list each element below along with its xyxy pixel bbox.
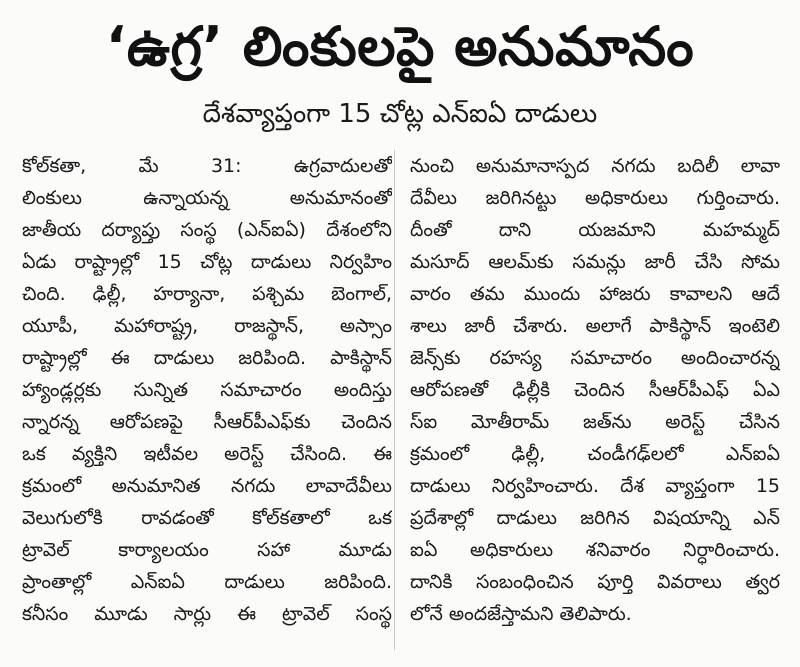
text-line: దానికి సంబంధించిన పూర్తి వివరాలు త్వర [410,571,780,593]
text-line: దేవీలు జరిగినట్టు అధికారులు గుర్తించారు. [410,187,780,209]
text-line: ప్రదేశాల్లో దాడులు జరిగిన విషయాన్ని ఎన్ [410,507,780,529]
text-line: చింది. ఢిల్లీ, హర్యానా, పశ్చిమ బెంగాల్, [22,283,392,305]
text-line: రాష్ట్రాల్లో ఈ దాడులు జరిపింది. పాకిస్థాన్ [22,347,392,369]
text-line: వారం తమ ముందు హాజరు కావాలని ఆదే [410,283,780,305]
text-line: ట్రావెల్ కార్యాలయం సహా మూడు [22,539,392,561]
text-line: ఆరోపణతో ఢిల్లీకి చెందిన సీఆర్‌పీఎఫ్ ఏఎ [410,379,780,401]
text-line: క్రమంలో ఢిల్లీ, చండీగఢ్‌లలో ఎన్ఐఏ [410,443,780,465]
text-line: కోల్‌కతా, మే 31: ఉగ్రవాదులతో [22,155,392,177]
text-line: ఒక వ్యక్తిని ఇటీవల అరెస్ట్ చేసింది. ఈ [22,443,392,465]
text-line: కనీసం మూడు సార్లు ఈ ట్రావెల్ సంస్థ [22,603,392,625]
article-column-right [410,150,780,658]
text-line: స్ఐ మోతీరామ్ జత్‌ను అరెస్ట్ చేసిన [410,411,780,433]
text-line: నుంచి అనుమానాస్పద నగదు బదిలీ లావా [410,155,780,177]
text-line: జెన్స్‌కు రహస్య సమాచారం అందించారన్న [410,347,780,369]
text-line: క్రమంలో అనుమానిత నగదు లావాదేవీలు [22,475,392,497]
subheadline: దేశవ్యాప్తంగా 15 చోట్ల ఎన్ఐఏ దాడులు [202,99,598,129]
text-line: శాలు జారీ చేశారు. అలాగే పాకిస్థాన్ ఇంటెలి [410,315,780,337]
text-line: ప్రాంతాల్లో ఎన్ఐఏ దాడులు జరిపింది. [22,571,392,593]
text-line: న్నారన్న ఆరోపణపై సీఆర్‌పీఎఫ్‌కు చెందిన [22,411,392,433]
text-line: ఏడు రాష్ట్రాల్లో 15 చోట్ల దాడులు నిర్వహిం [22,251,392,273]
text-line: లింకులు ఉన్నాయన్న అనుమానంతో [22,187,392,209]
article-column-left [22,150,392,658]
text-line: దాడులు నిర్వహించారు. దేశ వ్యాప్తంగా 15 [410,475,780,497]
text-line: హ్యాండ్లర్లకు సున్నిత సమాచారం అందిస్తు [22,379,392,401]
text-line: ఐఏ అధికారులు శనివారం నిర్ధారించారు. [410,539,780,561]
text-line: వెలుగులోకి రావడంతో కోల్‌కతాలో ఒక [22,507,392,529]
column-divider [394,150,395,650]
text-line: జాతీయ దర్యాప్తు సంస్థ (ఎన్ఐఏ) దేశంలోని [22,219,392,241]
text-line: యూపీ, మహారాష్ట్ర, రాజస్థాన్, అస్సాం [22,315,392,337]
text-line: మసూద్ ఆలమ్‌కు సమన్లు జారీ చేసి సోమ [410,251,780,273]
headline: ‘ఉగ్ర’ లింకులపై అనుమానం [105,15,695,78]
text-line: దీంతో దాని యజమాని మహమ్మద్ [410,219,780,241]
text-line: లోనే అందజేస్తామని తెలిపారు. [410,603,632,625]
